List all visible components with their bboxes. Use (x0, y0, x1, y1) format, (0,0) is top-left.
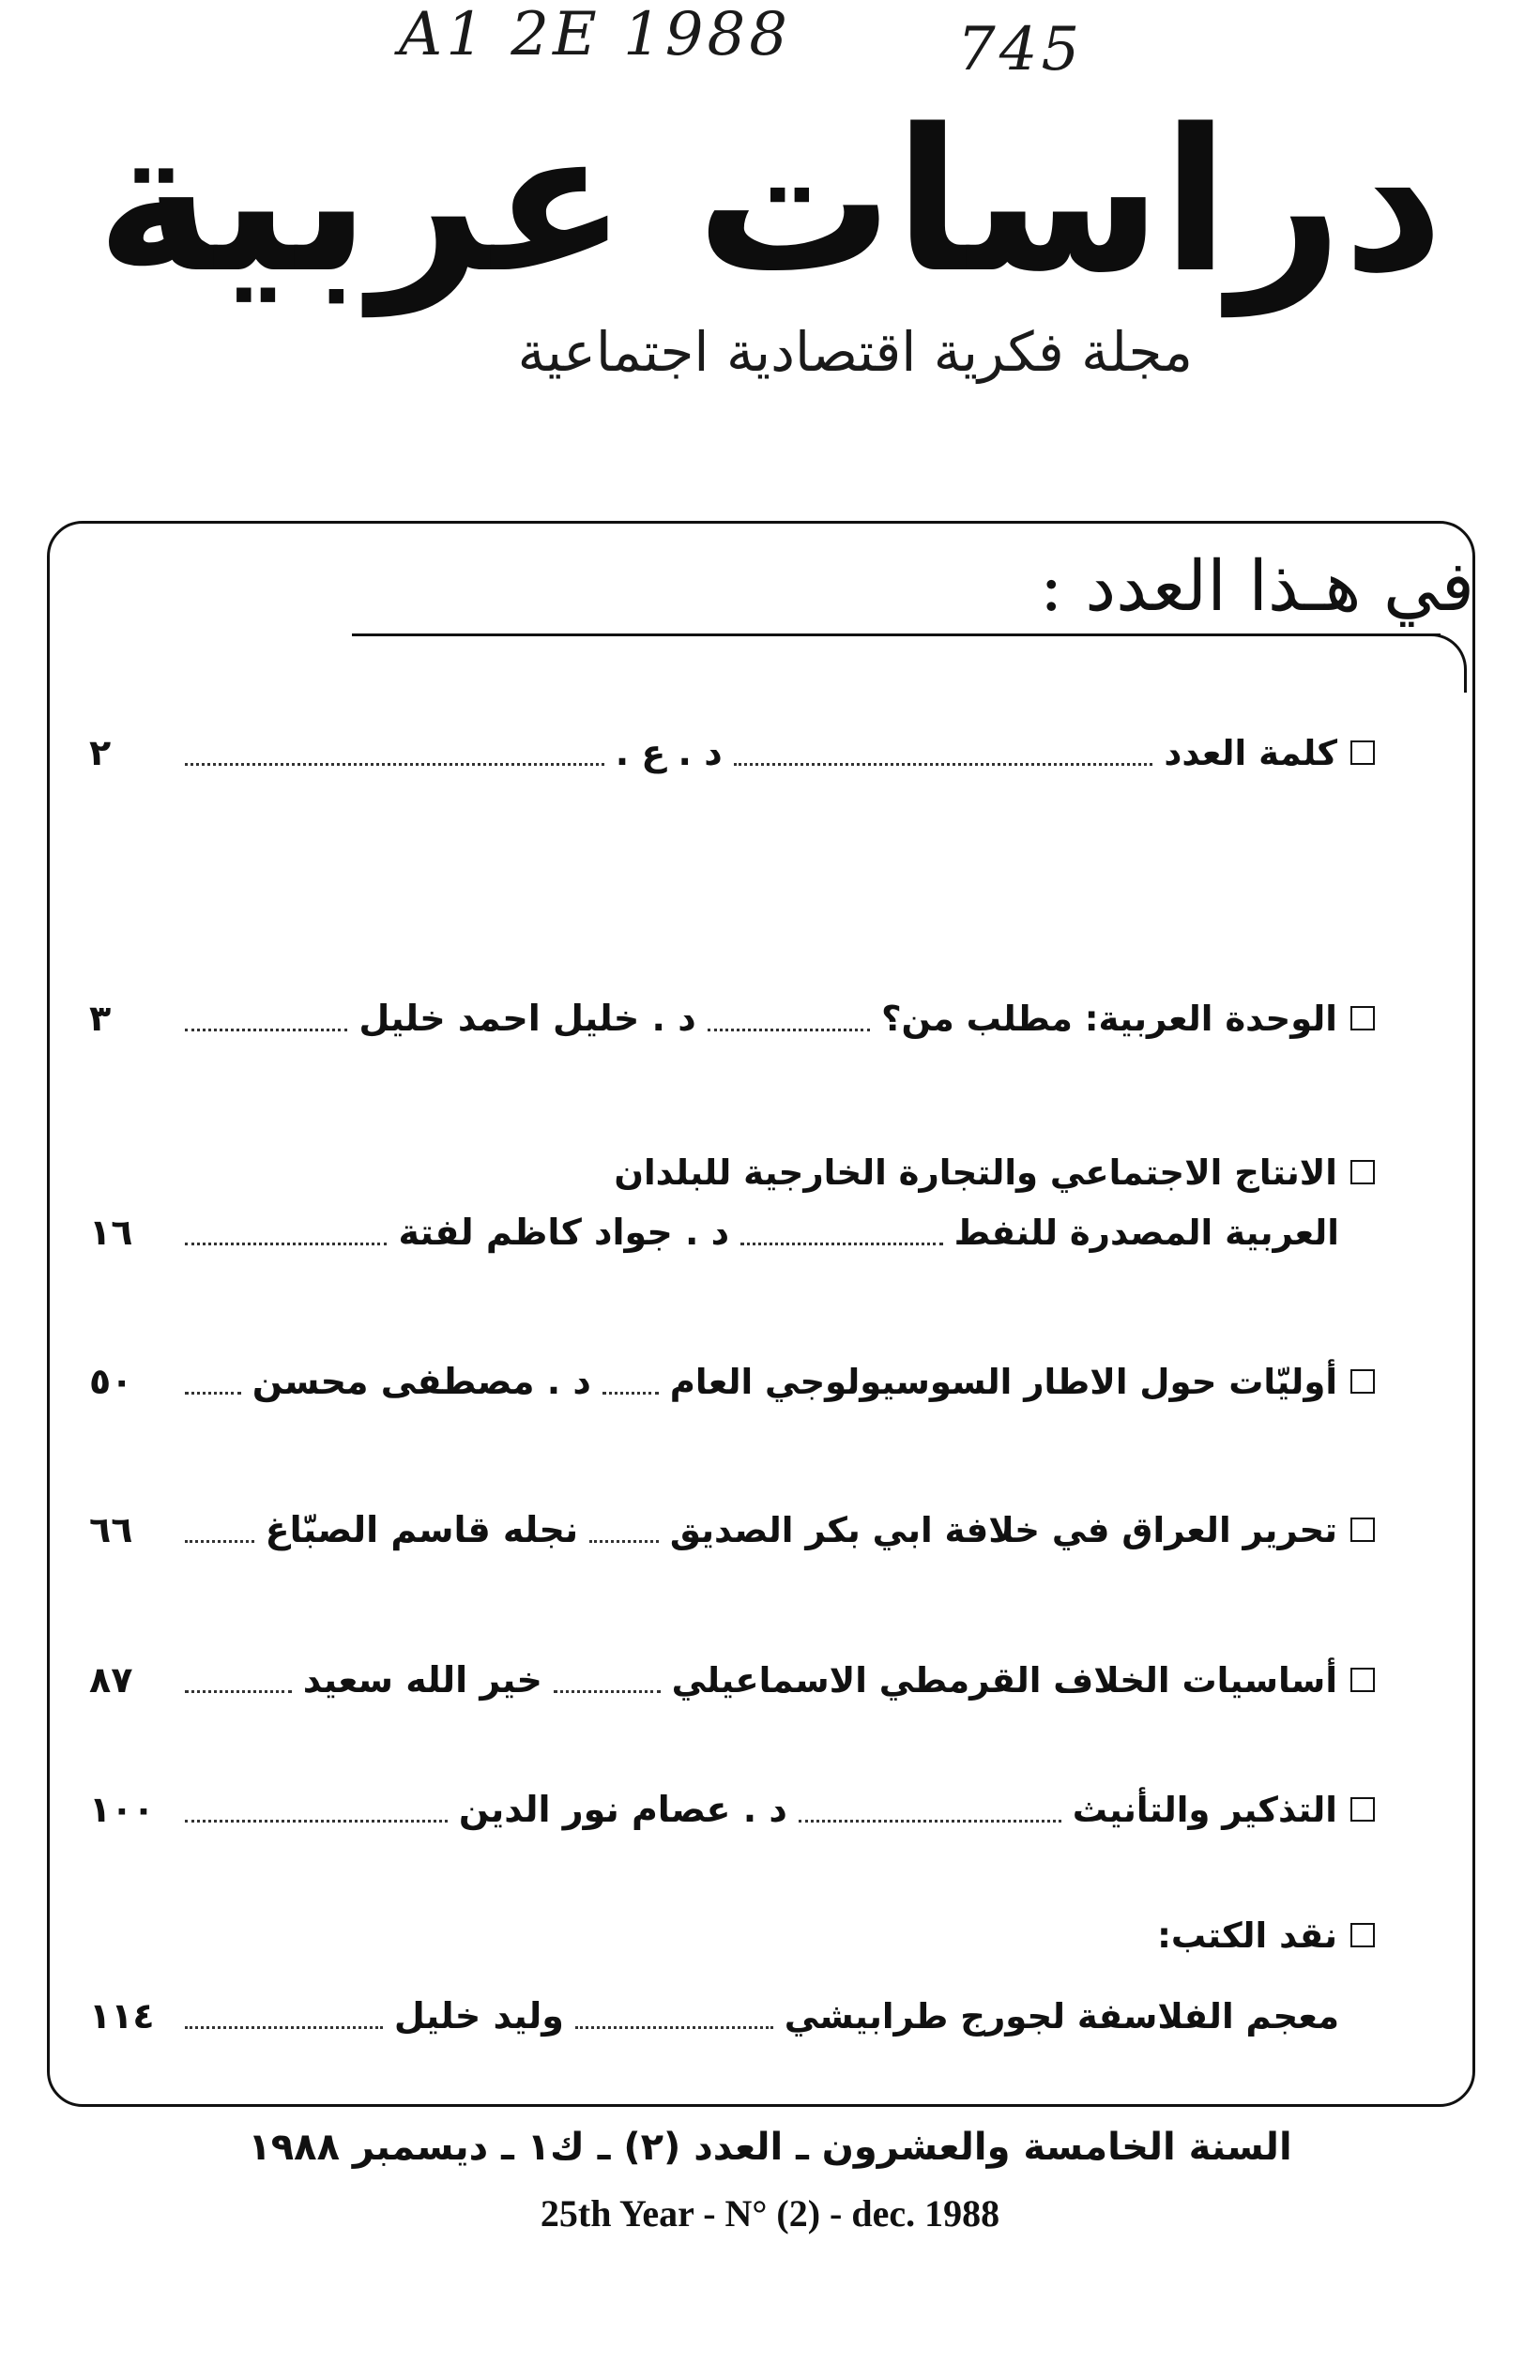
entry-page: ٥٠ (88, 1361, 133, 1402)
toc-entry (89, 1652, 1375, 1708)
checkbox-square-icon (1350, 1369, 1375, 1394)
entry-page: ١٠٠ (89, 1789, 155, 1830)
entry-page: ١١٤ (89, 1995, 155, 2037)
entry-author: د . خليل احمد خليل (358, 998, 696, 1039)
entry-page: ٦٦ (89, 1509, 133, 1550)
dot-leader (185, 2026, 383, 2029)
checkbox-square-icon (1350, 1923, 1375, 1947)
dot-leader (554, 1690, 661, 1693)
entry-title: تحرير العراق في خلافة ابي بكر الصديق (669, 1510, 1337, 1550)
checkbox-square-icon (1350, 1006, 1375, 1030)
masthead (38, 86, 1502, 384)
entry-title: العربية المصدرة للنفط (953, 1213, 1339, 1253)
toc-entry (89, 725, 1375, 781)
checkbox-square-icon (1350, 740, 1375, 765)
checkbox-square-icon (1350, 1160, 1375, 1184)
toc-entry (89, 990, 1375, 1046)
dot-leader (734, 763, 1153, 766)
dot-leader (185, 763, 604, 766)
entry-author: د . عصام نور الدين (458, 1789, 787, 1830)
toc-entry (89, 1781, 1375, 1838)
heading-divider (352, 633, 1441, 636)
entry-author: خير الله سعيد (302, 1659, 542, 1701)
entry-title: أوليّات حول الاطار السوسيولوجي العام (669, 1362, 1337, 1402)
dot-leader (575, 2026, 773, 2029)
dot-leader (185, 1243, 387, 1245)
toc-entry-first-line (89, 1908, 1375, 1964)
dot-leader (185, 1540, 254, 1543)
dot-leader (185, 1029, 347, 1031)
toc-entry (89, 1988, 1375, 2044)
toc-entry (89, 1502, 1375, 1558)
toc-entry (89, 1353, 1375, 1410)
entry-title: التذكير والتأنيث (1072, 1790, 1337, 1830)
issue-info-arabic: السنة الخامسة والعشرون ـ العدد (٢) ـ ك١ ـ ديسمبر ١٩٨٨ (248, 2126, 1292, 2169)
checkbox-square-icon (1350, 1797, 1375, 1822)
dot-leader (185, 1820, 448, 1823)
entry-title-line1: الانتاج الاجتماعي والتجارة الخارجية للبلدان (614, 1152, 1337, 1193)
checkbox-square-icon (1350, 1668, 1375, 1692)
journal-title: دراسات عربية (96, 86, 1444, 316)
dot-leader (799, 1820, 1061, 1823)
entry-page: ٢ (88, 732, 112, 773)
entry-title: معجم الفلاسفة لجورج طرابيشي (784, 1996, 1339, 2037)
dot-leader (708, 1029, 870, 1031)
entry-title: الوحدة العربية: مطلب من؟ (881, 999, 1337, 1039)
dot-leader (185, 1690, 292, 1693)
entry-page: ٣ (88, 998, 112, 1039)
dot-leader (602, 1392, 659, 1395)
contents-heading: في هـذا العدد : (1039, 546, 1474, 627)
issue-info-english: 25th Year - N° (2) - dec. 1988 (540, 2192, 1000, 2235)
entry-author: د . ع . (615, 732, 723, 773)
entry-page: ٨٧ (89, 1659, 133, 1701)
toc-entry (89, 1204, 1375, 1260)
entry-title: أساسيات الخلاف القرمطي الاسماعيلي (671, 1660, 1337, 1701)
entry-author: وليد خليل (393, 1995, 564, 2037)
dot-leader (589, 1540, 659, 1543)
toc-entry-first-line (89, 1145, 1375, 1201)
entry-page: ١٦ (89, 1212, 133, 1253)
handwritten-note-left: A1 2E 1988 (399, 0, 791, 69)
dot-leader (185, 1392, 241, 1395)
entry-title: كلمة العدد (1164, 733, 1337, 773)
entry-author: د . جواد كاظم لفتة (398, 1212, 730, 1253)
entry-section-label: نقد الكتب: (1157, 1915, 1337, 1956)
checkbox-square-icon (1350, 1518, 1375, 1542)
journal-subtitle: مجلة فكرية اقتصادية اجتماعية (517, 320, 1193, 384)
handwritten-note-right: 745 (957, 15, 1084, 84)
entry-author: د . مصطفى محسن (252, 1361, 591, 1402)
entry-author: نجله قاسم الصبّاغ (265, 1509, 579, 1550)
dot-leader (740, 1243, 942, 1245)
